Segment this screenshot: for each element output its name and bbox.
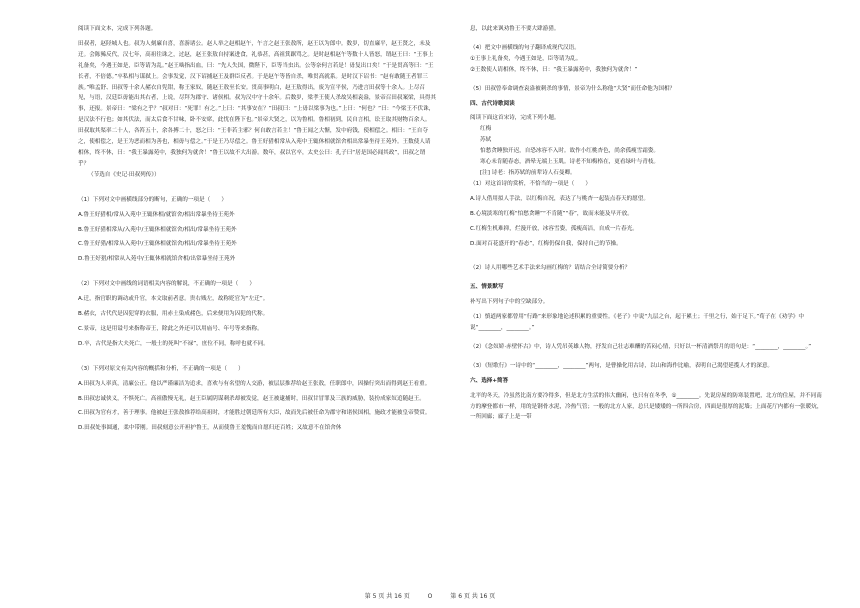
q1-option-a: A.鲁王好猎相/常从入苑中王辄休相/就馆舍/相出常暴坐待王苑外 bbox=[78, 211, 235, 218]
q2-option-a: A.迁，指官职的调动或升官，本文取前者意。贵右贱左，故称贬官为“左迁”。 bbox=[78, 296, 269, 303]
dictation-item-3: （3）《短歌行》一诗中的“________，________”两句，是曹操化用古诗，以山和海作比喻，表明自己渴望延揽人才的深意。 bbox=[470, 362, 774, 369]
q2-stem: （2）下列对文中画线的词语相关内容的解说，不正确的一项是（ ） bbox=[78, 281, 255, 288]
footer-page-right: 第 6 页 共 16 页 bbox=[450, 593, 496, 600]
q3-option-c: C.田叔为官有才，善于理事。他被赵王张敖推荐给高祖时，才能胜过朝廷所有大臣，故而先后被任命为郡守和诸侯国相，施政才能被皇帝赞赏。 bbox=[78, 410, 431, 417]
q1-option-d: D.鲁王好猎/相常从入苑中/王辄休相就馆舍相/出常暴坐待王苑外 bbox=[78, 256, 236, 263]
poem-q1-option-b: B.心境淡寒的红梅“怕愁贪睡”“不肯随”“春”，故而未能及早开放。 bbox=[470, 210, 633, 217]
q1-stem: （1）下列对文中画横线部分的断句，正确的一项是（ ） bbox=[78, 196, 227, 203]
q3-option-d: D.田叔处事圆通，柔中带刚。田叔刻意公开袒护鲁王，从而使鲁王羞愧而自愿归还百姓；又故意不在馆舍休 bbox=[78, 425, 342, 432]
poem-line-2: 寒心未肯随春态，酒晕无端上玉肌。诗老不知梅格在，更看绿叶与青枝。 bbox=[480, 159, 660, 166]
q4-item-1: ①王事上礼备矣，今遇王如是，臣等请为乱。 bbox=[470, 55, 582, 62]
dictation-item-2: （2）《念奴娇·赤壁怀古》中，诗人凭吊英雄人物，抒发自己壮志难酬的苦闷心情，只好以一杯清酒祭月的语句是：“________，________。” bbox=[470, 343, 812, 350]
q2-option-c: C.景帝，这是用谥号来指称帝王，除此之外还可以用庙号、年号等来指称。 bbox=[78, 325, 263, 332]
poem-author: 苏轼 bbox=[480, 137, 492, 144]
footer-separator: O bbox=[427, 593, 433, 600]
q2-option-d: D.卒，古代是指大夫死亡，一般士的死叫“不禄”，庶位不同，称呼也就不同。 bbox=[78, 340, 269, 347]
essay-paragraph: 北平的冬天，冷虽然比南方要冷得多，但是北方生活的伟大幽闲，也只有在冬季，①________。先说房屋的防寒装置吧，北方的住屋，并不同南方的摩登都市一样，用的是钢骨水泥，冷热气管；一般的北方人家，总只是矮矮的一所四合房，四面是很厚的泥墙；上面花厅内都有一张暖炕，一所回廊；廊子上是一带 bbox=[470, 392, 823, 421]
poem-line-1: 怕愁贪睡独开迟，自恐冰容不入时。故作小红桃杏色，尚余孤瘦雪霜姿。 bbox=[480, 148, 660, 155]
poem-q1-option-a: A.诗人借用拟人手法，以红梅自况，表达了与桃杏一起装点春天的愿望。 bbox=[470, 195, 649, 202]
left-page bbox=[78, 24, 436, 434]
right-page bbox=[470, 24, 826, 423]
reading-intro: 阅读下面文本，完成下列各题。 bbox=[78, 26, 157, 32]
q3-option-b: B.田叔忠诚侠义，不惧死亡。高祖傲慢无礼，赵王臣属阴谋刺杀却被发觉，赵王被逮捕时，田叔甘冒罪及三族的威胁，装扮成家奴追随赵王。 bbox=[78, 395, 425, 402]
dictation-intro: 补写出下列句子中的空缺部分。 bbox=[470, 299, 549, 306]
dictation-item-1: （1）慎道两家都曾用“行路”来形象地论述积累的重要性。《老子》中说“九层之台，起于累土；千里之行，始于足下。”荀子在《劝学》中说“________，________。” bbox=[470, 314, 804, 332]
q2-option-b: B.赭衣，古代代是囚犯穿的衣服，用赤土染成赭色，后来便用为囚犯的代称。 bbox=[78, 311, 269, 318]
page-footer bbox=[0, 591, 860, 600]
q3-continuation: 息，以此来讽劝鲁王不要大肆游猎。 bbox=[470, 26, 560, 32]
q1-option-c: C.鲁王好猎/相常从入苑中/王辄休相就馆舍/相出/常暴坐待王苑外 bbox=[78, 241, 237, 248]
poem-q1-stem: （1）对这首诗的赏析，不恰当的一项是（ ） bbox=[470, 180, 592, 187]
poem-q1-option-c: C.红梅生机难抑，烂漫开放，冰容雪姿，孤瘦高洁，自成一片春光。 bbox=[470, 225, 638, 232]
q4-stem: （4）把文中画横线的句子翻译成现代汉语。 bbox=[470, 44, 580, 51]
poem-q1-option-d: D.面对百花盛开的“春态”，红梅仍保自我，保持自己的节操。 bbox=[470, 240, 622, 247]
footer-page-left: 第 5 页 共 16 页 bbox=[364, 593, 410, 600]
poem-q2-stem: （2）诗人用哪些艺术手法来勾画红梅的？请结合全诗简要分析？ bbox=[470, 265, 631, 272]
classical-passage: 田叔者，赵陉城人也。叔为人刻廉自喜，喜游诸公。赵人举之赵相赵午，午言之赵王张敖所，赵王以为郎中。数岁，切直廉平，赵王贤之，未及迁。会陈豨反代，汉七年，高祖往诛之，过赵，赵王张敖自持案进食，礼恭甚，高祖箕踞骂之。是时赵相赵午等数十人皆怒，谓赵王曰：“王事上礼备矣，今遇王如是，臣等请为乱。”赵王啮指出血，曰：“先人失国，微陛下，臣等当虫出。公等奈何言若是！毋复出口矣！”于是贯高等曰：“王长者，不倍德。”卒私相与谋弑上。会事发觉，汉下诏捕赵王及群臣反者。于是赵午等皆自杀，唯贯高就系。是时汉下诏书：“赵有敢随王者罪三族。”唯孟舒、田叔等十余人赭衣自髡钳，称王家奴，随赵王敖至长安。贯高事明白，赵王敖得出，废为宣平侯，乃进言田叔等十余人。上尽召见，与语，汉廷臣毋能出其右者，上说，尽拜为郡守、诸侯相。叔为汉中守十余年。后数岁，梁孝王使人杀故吴相袁盎，景帝召田叔案梁，具得其事，还报。景帝曰：“梁有之乎？”叔对曰：“死罪！有之。”上曰：“其事安在？”田叔曰：“上毋以梁事为也。”上曰：“何也？”曰：“今梁王不伏诛，是汉法不行也；如其伏法，而太后食不甘味，卧不安席，此忧在陛下也。”景帝大贤之，以为鲁相。鲁相初到，民自言相，讼王取其财物百余人。田叔取其渠率二十人，各笞五十，余各搏二十，怒之曰：“王非若主邪？何自敢言若主！”鲁王闻之大惭，发中府钱，使相偿之。相曰：“王自夺之，使相偿之，是王为恶而相为善也，相毋与偿之。”于是王乃尽偿之。鲁王好猎相常从入苑中王辄休相就馆舍相出常暴坐待王苑外。王数使人请相休，终不休，曰：“我王暴露苑中，我独何为就舍！”鲁王以故不大出游。数年，叔以官卒，太史公曰：孔子曰“居是国必闻其政”，田叔之谓乎？ bbox=[78, 40, 437, 167]
q4-item-2: ②王数使人请相休，终不休，曰：“我王暴露苑中，我独何为就舍！” bbox=[470, 66, 638, 73]
poem-note: [注] 诗老：指苏轼的前辈诗人石曼卿。 bbox=[480, 169, 576, 176]
q5-stem: （5）田叔曾奉命调查袁盎被刺杀的事情，景帝为什么称他“大贤”而任命他为国相？ bbox=[470, 85, 676, 92]
section-heading-poetry: 四、古代诗歌阅读 bbox=[470, 100, 515, 107]
q3-stem: （3）下列对原文有关内容的概括和分析，不正确的一项是（ ） bbox=[78, 365, 244, 372]
poem-intro: 阅读下面这首宋诗，完成下列小题。 bbox=[470, 115, 560, 122]
section-heading-choice: 六、选择+简答 bbox=[470, 377, 509, 384]
q3-option-a: A.田叔为人率真，清廉公正。他以严谨廉洁为追求，喜欢与有名望的人交游，被层层推荐给赵王张敖，任职郎中，因操行突出而得到赵王看重。 bbox=[78, 380, 431, 387]
poem-title: 红梅 bbox=[480, 126, 492, 133]
passage-source: （节选自《史记·田叔列传》） bbox=[88, 171, 160, 178]
q1-option-b: B.鲁王好猎相常从/入苑中/王辄休相就馆舍/相出/常暴坐待王苑外 bbox=[78, 226, 237, 233]
section-heading-dictation: 五、情景默写 bbox=[470, 284, 504, 291]
